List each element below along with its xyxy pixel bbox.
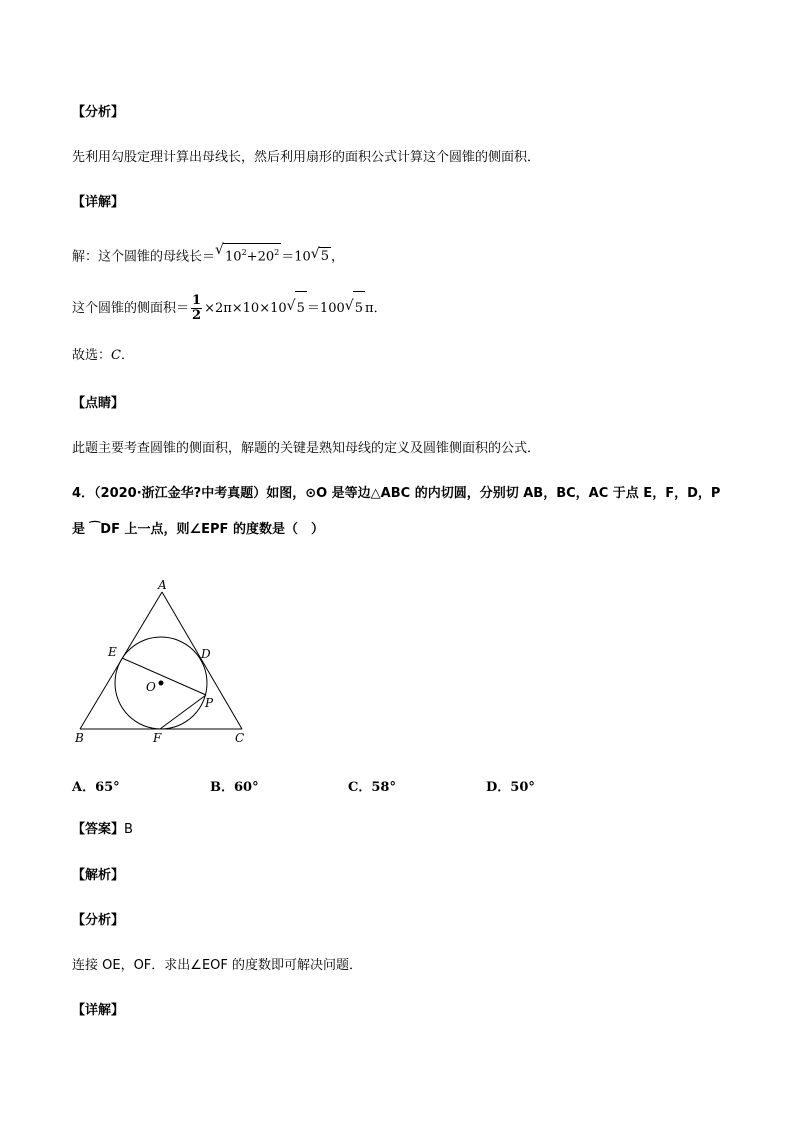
- option-c[interactable]: C．58°: [348, 780, 396, 795]
- solution-line-2: [72, 291, 387, 326]
- label-f: F: [153, 731, 162, 745]
- exponent-a: 2: [241, 248, 247, 257]
- segment-ep: [122, 658, 206, 695]
- label-a: A: [158, 578, 167, 592]
- solution-heading: 【解析】: [72, 868, 125, 883]
- choice-value: C: [111, 348, 121, 363]
- comment-text: 此题主要考查圆锥的侧面积，解题的关键是熟知母线的定义及圆锥侧面积的公式．: [72, 441, 541, 456]
- sqrt-expression: √ $10^2+20^2$: [215, 242, 280, 265]
- detail-2-heading: 【详解】: [72, 1003, 125, 1018]
- choice-end: ．: [120, 348, 134, 363]
- solution-line-2-prefix: 这个圆锥的侧面积＝: [72, 301, 190, 316]
- solution-line-1: [72, 243, 344, 266]
- fraction-denominator: 2: [192, 308, 202, 323]
- answer-heading: 【答案】: [72, 822, 125, 837]
- pi-end: π．: [365, 301, 387, 316]
- label-d: D: [201, 647, 211, 661]
- exponent-b: 2: [274, 248, 280, 257]
- label-e: E: [108, 645, 117, 659]
- line-end: ，: [331, 249, 345, 265]
- analysis-text: 先利用勾股定理计算出母线长，然后利用扇形的面积公式计算这个圆锥的侧面积．: [72, 150, 541, 165]
- equals-100: ＝100: [306, 301, 345, 316]
- label-b: B: [75, 731, 84, 745]
- choice-prefix: 故选：: [72, 348, 112, 363]
- analysis-heading: 【分析】: [72, 105, 125, 120]
- answer-line: [72, 821, 133, 839]
- label-p: P: [205, 696, 214, 710]
- label-o: O: [146, 680, 156, 694]
- option-a[interactable]: A．65°: [72, 780, 120, 795]
- plus-sign: +: [246, 249, 258, 265]
- equals-result: ＝10: [281, 249, 311, 265]
- sqrt-5-second: √ 5: [345, 291, 365, 326]
- fraction-half: [191, 294, 202, 323]
- question-4-line-2: 是 ⁀DF 上一点，则∠EPF 的度数是（ ）: [72, 522, 324, 537]
- option-d[interactable]: D．50°: [486, 780, 535, 795]
- sqrt-5-first: √ 5: [287, 291, 307, 326]
- answer-value: B: [124, 822, 133, 837]
- solution-line-1-prefix: 解：这个圆锥的母线长＝: [72, 249, 216, 265]
- center-point-o: [159, 681, 164, 686]
- radicand-a: 10: [225, 249, 242, 265]
- detail-heading: 【详解】: [72, 195, 125, 210]
- product-term: ×2π×10×10: [204, 301, 287, 316]
- sqrt-5: √ 5: [310, 246, 330, 265]
- analysis-2-text: 连接 OE，OF．求出∠EOF 的度数即可解决问题．: [72, 958, 362, 973]
- fraction-numerator: 1: [192, 293, 202, 308]
- label-c: C: [235, 731, 245, 745]
- geometry-figure: [70, 575, 260, 750]
- analysis-2-heading: 【分析】: [72, 913, 125, 928]
- option-b[interactable]: B．60°: [210, 780, 259, 795]
- comment-heading: 【点睛】: [72, 396, 125, 411]
- question-4-line-1: 4．（2020·浙江金华?中考真题）如图，⊙O 是等边△ABC 的内切圆，分别切 AB，BC，AC 于点 E，F，D，P: [72, 486, 721, 501]
- radicand-b: 20: [257, 249, 275, 265]
- choice-line: [72, 347, 134, 365]
